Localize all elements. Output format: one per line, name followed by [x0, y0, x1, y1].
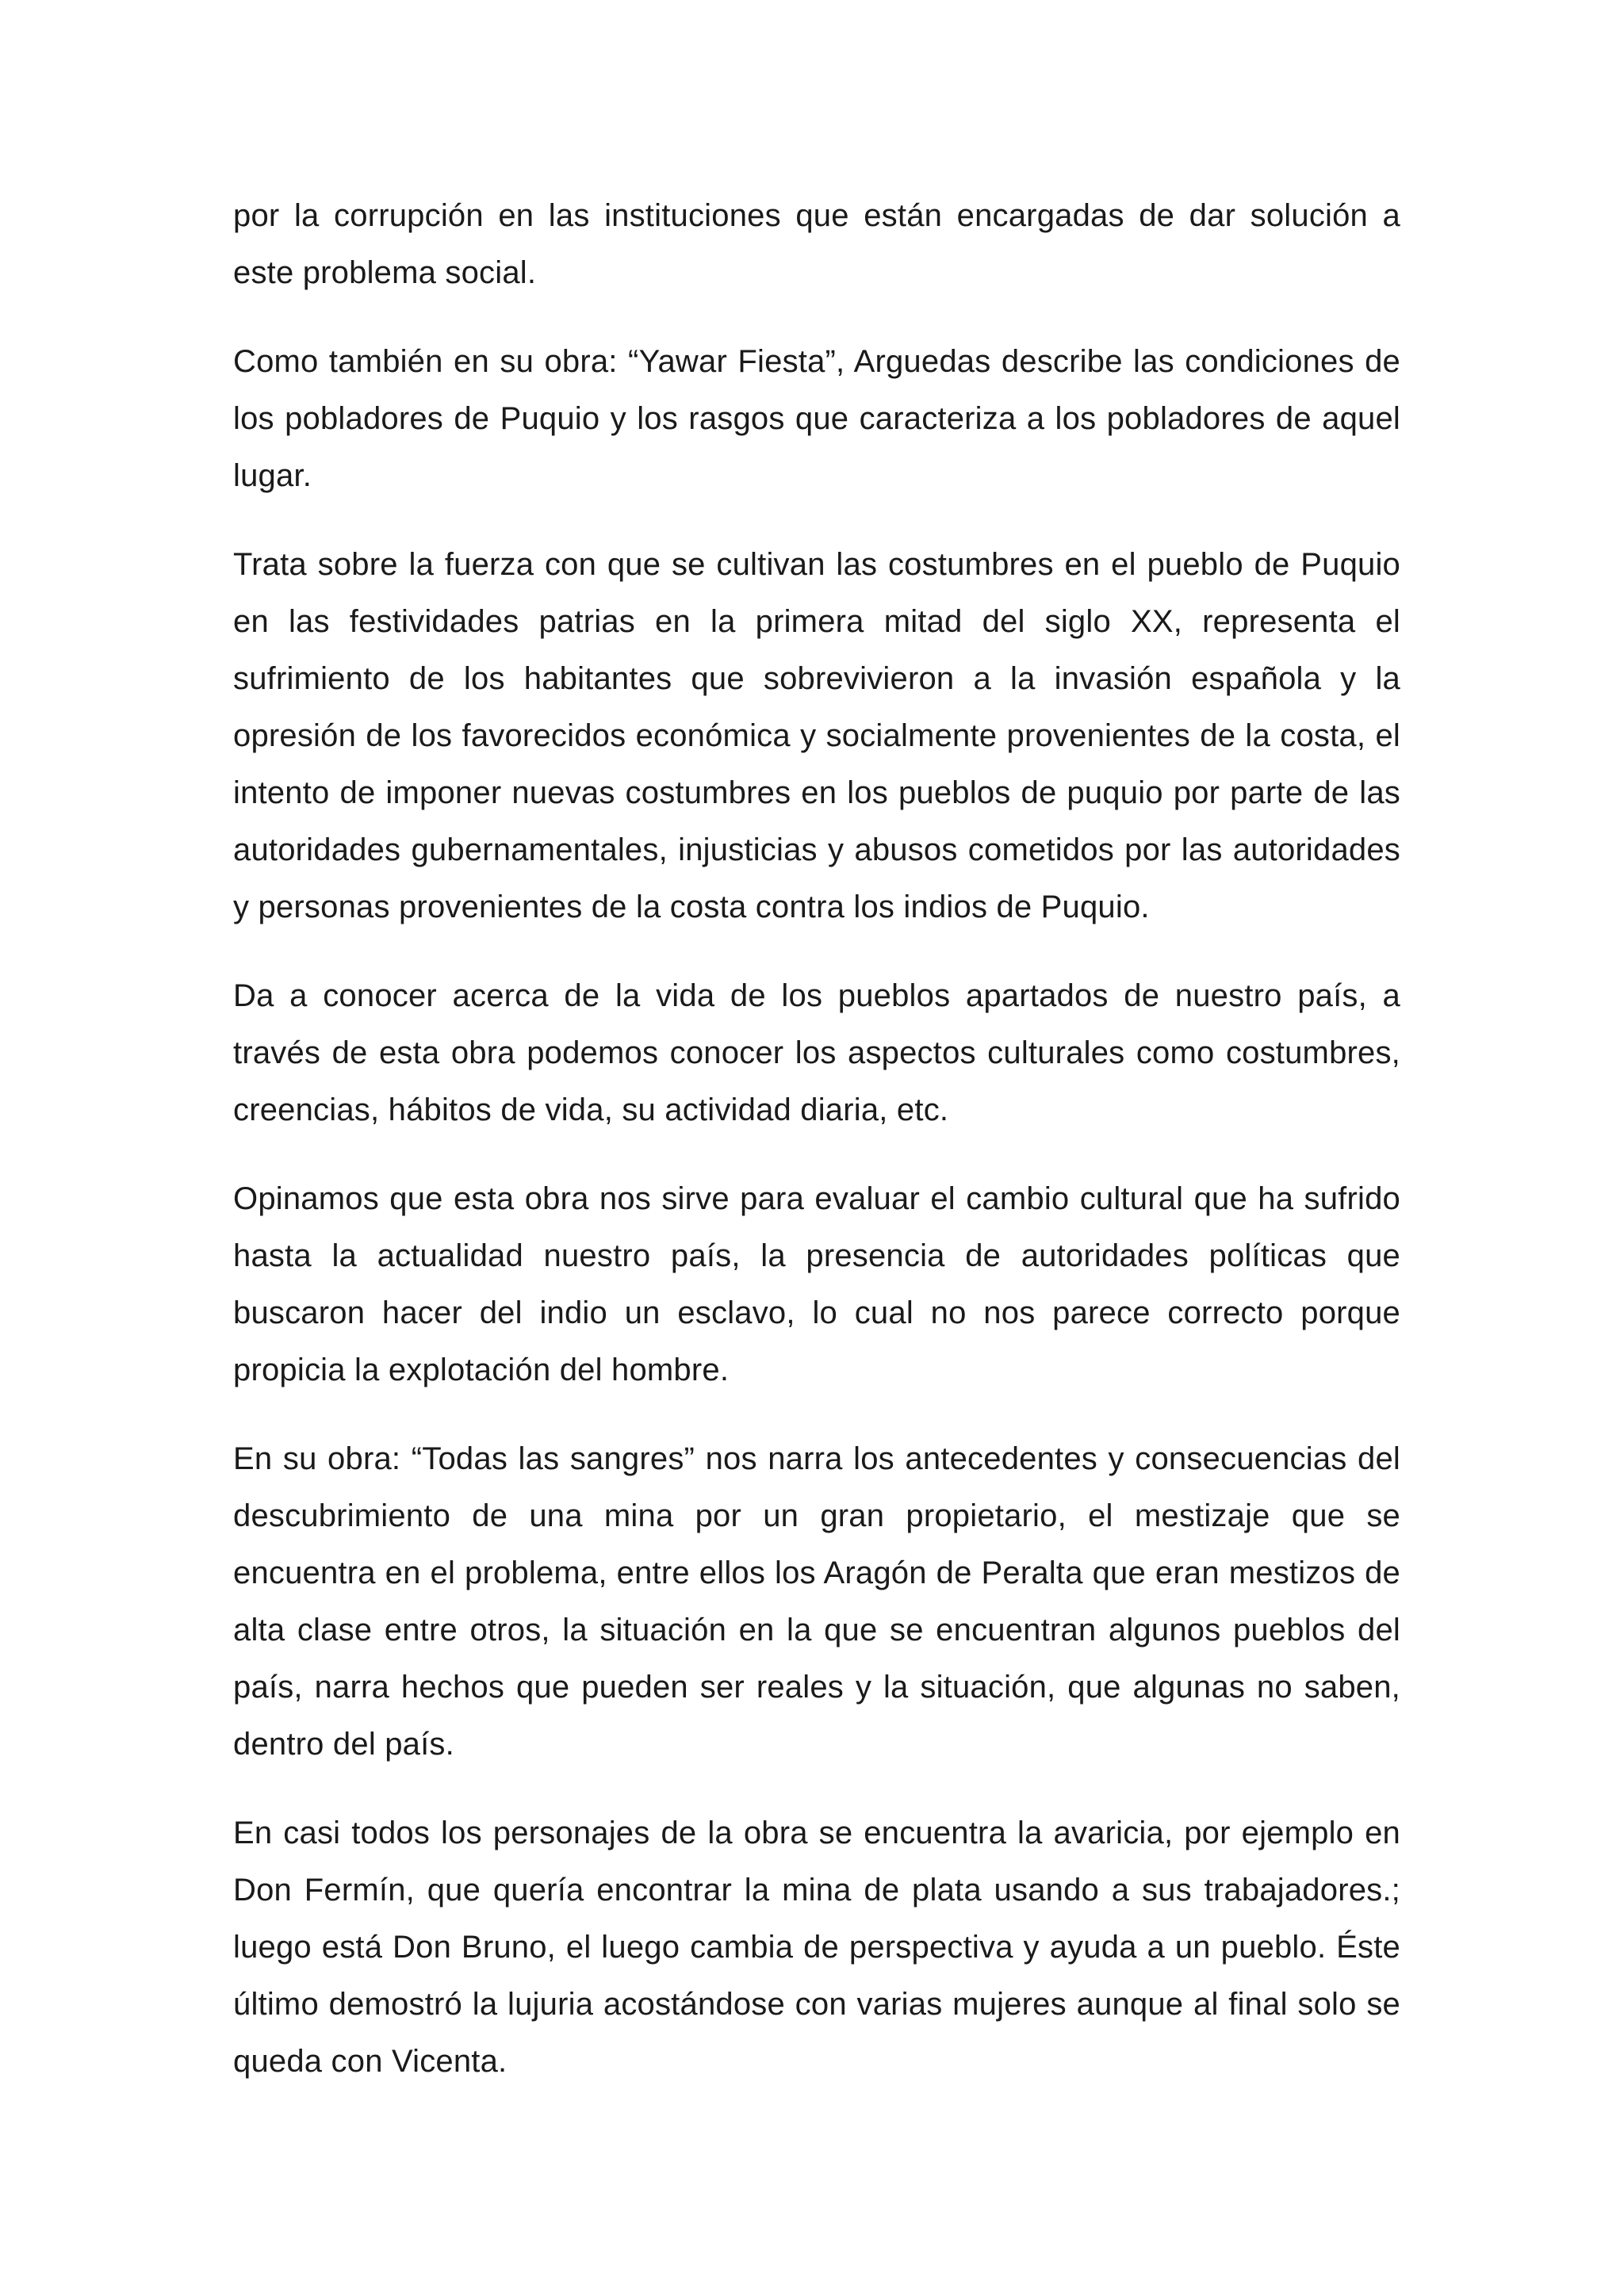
paragraph-6: En su obra: “Todas las sangres” nos narra los antecedentes y consecuencias del descubrimiento de una mina por un gran propietario, el mestizaje que se encuentra en el problema, entre ellos los Aragón de Peralta que eran mestizos de alta clase entre otros, la situación en la que se encuentran algunos pueblos del país, narra hechos que pueden ser reales y la situación, que algunas no saben, dentro del país.	[233, 1441, 1400, 1762]
paragraph-7: En casi todos los personajes de la obra se encuentra la avaricia, por ejemplo en Don Fermín, que quería encontrar la mina de plata usando a sus trabajadores.; luego está Don Bruno, el luego cambia de perspectiva y ayuda a un pueblo. Éste último demostró la lujuria acostándose con varias mujeres aunque al final solo se queda con Vicenta.	[233, 1816, 1400, 2079]
document-body	[233, 187, 1400, 2122]
paragraph-3: Trata sobre la fuerza con que se cultivan las costumbres en el pueblo de Puquio en las festividades patrias en la primera mitad del siglo XX, representa el sufrimiento de los habitantes que sobrevivieron a la invasión española y la opresión de los favorecidos económica y socialmente provenientes de la costa, el intento de imponer nuevas costumbres en los pueblos de puquio por parte de las autoridades gubernamentales, injusticias y abusos cometidos por las autoridades y personas provenientes de la costa contra los indios de Puquio.	[233, 547, 1400, 924]
paragraph-1: por la corrupción en las instituciones que están encargadas de dar solución a este problema social.	[233, 198, 1400, 290]
paragraph-4: Da a conocer acerca de la vida de los pueblos apartados de nuestro país, a través de esta obra podemos conocer los aspectos culturales como costumbres, creencias, hábitos de vida, su actividad diaria, etc.	[233, 978, 1400, 1127]
paragraph-2: Como también en su obra: “Yawar Fiesta”, Arguedas describe las condiciones de los pobladores de Puquio y los rasgos que caracteriza a los pobladores de aquel lugar.	[233, 344, 1400, 493]
paragraph-5: Opinamos que esta obra nos sirve para evaluar el cambio cultural que ha sufrido hasta la actualidad nuestro país, la presencia de autoridades políticas que buscaron hacer del indio un esclavo, lo cual no nos parece correcto porque propicia la explotación del hombre.	[233, 1181, 1400, 1387]
